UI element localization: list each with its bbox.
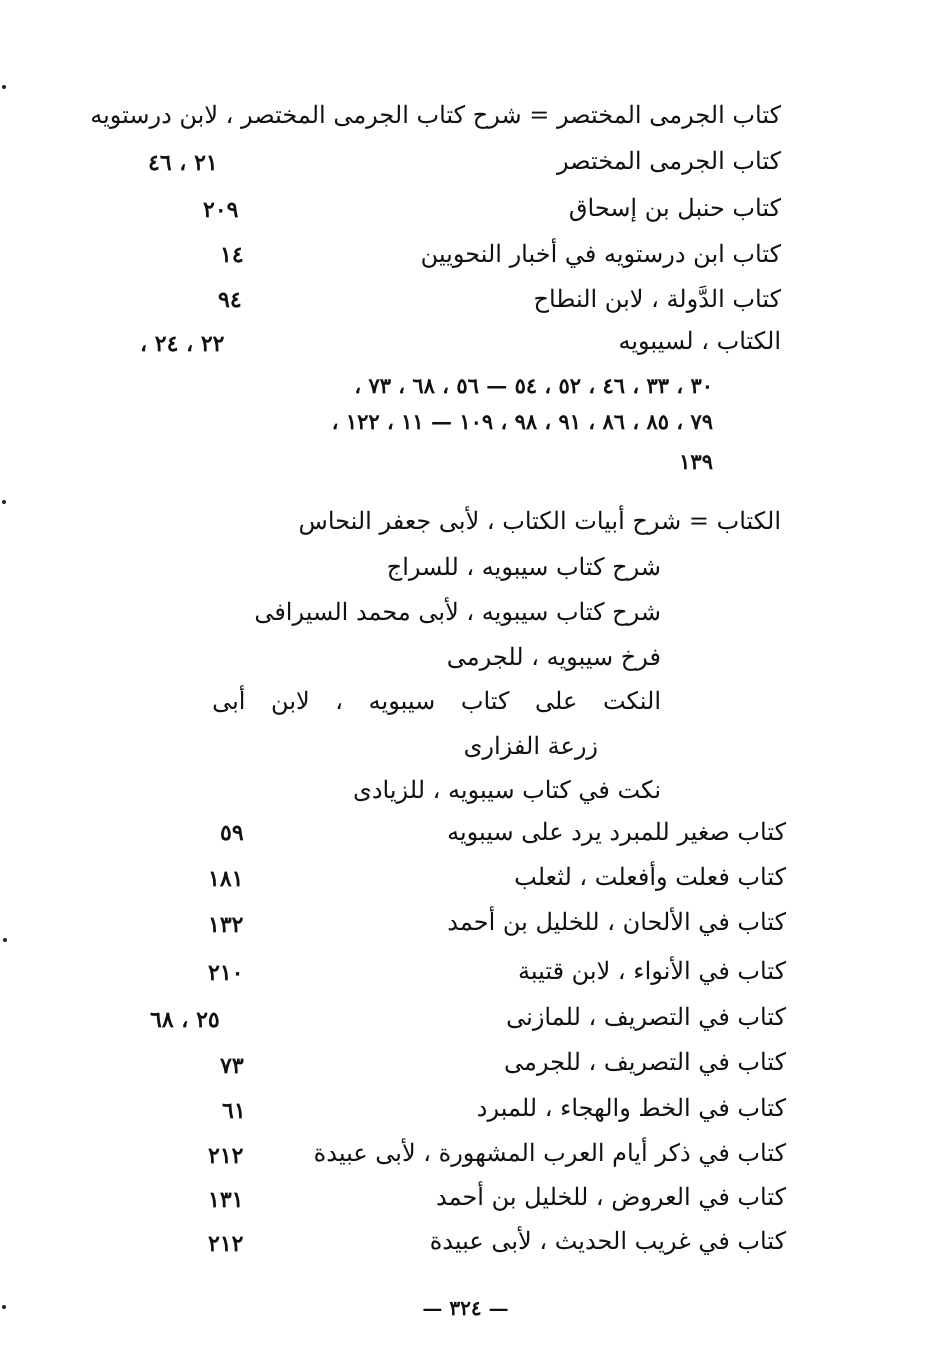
scan-speck — [2, 1305, 6, 1309]
sub-entry: النكت على كتاب سيبويه ، لابن أبى — [212, 687, 661, 715]
entry-title: كتاب في غريب الحديث ، لأبى عبيدة — [429, 1227, 786, 1255]
entry-pages: ٢١٢ — [208, 1143, 244, 1169]
scan-speck — [2, 85, 6, 89]
sub-entry: شرح كتاب سيبويه ، للسراج — [386, 553, 661, 581]
entry-pages: ٢١٢ — [208, 1231, 244, 1257]
continuation-line: ٣٠ ، ٣٣ ، ٤٦ ، ٥٢ ، ٥٤ — ٥٦ ، ٦٨ ، ٧٣ ، — [354, 373, 713, 398]
entry-title: كتاب في ذكر أيام العرب المشهورة ، لأبى عبيدة — [313, 1139, 786, 1167]
page-number: — ٣٢٤ — — [422, 1296, 509, 1320]
entry-title: كتاب الجرمى المختصر — [556, 147, 781, 175]
scan-speck — [3, 938, 7, 942]
entry-title: الكتاب ، لسيبويه — [618, 327, 781, 355]
entry-title: كتاب في الخط والهجاء ، للمبرد — [476, 1094, 786, 1122]
sub-entry: فرخ سيبويه ، للجرمى — [446, 643, 661, 671]
entry-title: كتاب ابن درستويه في أخبار النحويين — [420, 240, 781, 268]
entry-pages: ٢٢ ، ٢٤ ، — [140, 331, 225, 357]
entry-title: كتاب في التصريف ، للمازنى — [506, 1003, 786, 1031]
entry-title: كتاب في العروض ، للخليل بن أحمد — [435, 1183, 786, 1211]
entry-pages: ٢١ ، ٤٦ — [148, 150, 218, 176]
scan-speck — [2, 500, 6, 504]
sub-entry: الكتاب = شرح أبيات الكتاب ، لأبى جعفر النحاس — [298, 507, 781, 535]
entry-pages: ٢٠٩ — [203, 197, 239, 223]
sub-entry: شرح كتاب سيبويه ، لأبى محمد السيرافى — [254, 598, 661, 626]
entry-pages: ٧٣ — [220, 1053, 244, 1079]
entry-title: كتاب حنبل بن إسحاق — [568, 194, 781, 222]
entry-title: كتاب الجرمى المختصر = شرح كتاب الجرمى المختصر ، لابن درستويه — [90, 101, 781, 129]
entry-pages: ١٣٢ — [208, 912, 244, 938]
sub-entry: زرعة الفزارى — [463, 732, 598, 760]
continuation-line: ١٣٩ — [679, 449, 713, 474]
entry-title: كتاب فعلت وأفعلت ، لثعلب — [514, 863, 786, 891]
entry-pages: ٩٤ — [218, 287, 242, 313]
sub-entry: نكت في كتاب سيبويه ، للزيادى — [353, 776, 661, 804]
entry-pages: ١٤ — [220, 242, 244, 268]
entry-title: كتاب الدَّولة ، لابن النطاح — [533, 285, 781, 313]
entry-pages: ٥٩ — [220, 820, 244, 846]
continuation-line: ٧٩ ، ٨٥ ، ٨٦ ، ٩١ ، ٩٨ ، ١٠٩ — ١١ ، ١٢٢ ، — [331, 409, 713, 434]
entry-title: كتاب في الأنواء ، لابن قتيبة — [517, 957, 786, 985]
entry-pages: ١٨١ — [208, 866, 244, 892]
entry-title: كتاب في التصريف ، للجرمى — [504, 1048, 786, 1076]
entry-title: كتاب في الألحان ، للخليل بن أحمد — [447, 908, 786, 936]
entry-pages: ١٣١ — [208, 1187, 244, 1213]
entry-pages: ٦١ — [222, 1098, 246, 1124]
entry-pages: ٢١٠ — [208, 960, 244, 986]
entry-title: كتاب صغير للمبرد يرد على سيبويه — [447, 818, 786, 846]
entry-pages: ٢٥ ، ٦٨ — [150, 1007, 220, 1033]
